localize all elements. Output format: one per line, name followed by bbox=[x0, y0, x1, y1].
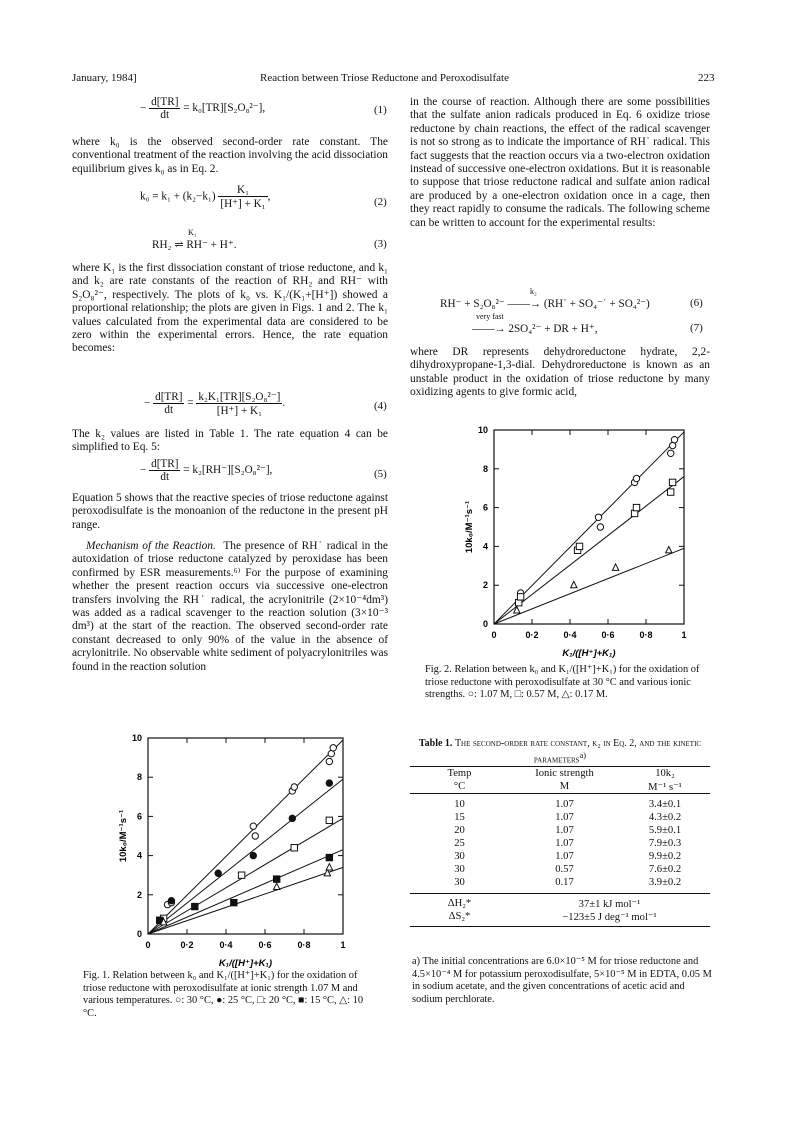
data-point bbox=[668, 450, 674, 456]
x-tick-label: 1 bbox=[681, 630, 687, 640]
table-unit-temp: °C bbox=[453, 781, 466, 792]
data-point bbox=[326, 758, 332, 764]
paragraph-radical-discussion: in the course of reaction. Although there are some possibilities that the sulfate anion radicals produced in Eq. 6 oxidize triose reductone by chain reactions, the effect of the radical scavenger is not so strong as to indicate the importance of RH˙ radical. This fact suggests that the reaction occurs via a two-electron oxidation instead of successive one-electron oxidations. But it is reasonable to suppose that triose reductone radical and sulfate anion radical are produced by a one-electron oxidation once in a cage, then they react rapidly to consume the radicals. The following scheme can be written to account for the experimental results: bbox=[410, 96, 710, 229]
x-tick-label: 0·2 bbox=[180, 940, 194, 950]
equation-number-4: (4) bbox=[374, 400, 387, 412]
table-header-temp: Temp bbox=[447, 768, 472, 779]
table-cell: −123±5 J deg⁻¹ mol⁻¹ bbox=[562, 911, 657, 923]
data-point bbox=[289, 815, 295, 821]
table-cell: 7.9±0.3 bbox=[648, 838, 682, 849]
data-point bbox=[326, 817, 332, 823]
table-cell: 30 bbox=[454, 877, 465, 888]
data-point bbox=[666, 546, 672, 552]
section-heading-mechanism: Mechanism of the Reaction. bbox=[86, 540, 216, 552]
x-tick-label: 0·4 bbox=[563, 630, 577, 640]
table-cell: 7.6±0.2 bbox=[648, 864, 682, 875]
paragraph-reactive-species: Equation 5 shows that the reactive species of triose reductone against peroxodisulfate is the monoanion of the reductone in the present pH range. bbox=[72, 492, 388, 531]
table-cell: 4.3±0.2 bbox=[648, 812, 682, 823]
y-tick-label: 10 bbox=[477, 425, 488, 435]
table-header-ionic: Ionic strength bbox=[535, 768, 594, 779]
data-point bbox=[291, 845, 297, 851]
data-point bbox=[192, 903, 198, 909]
table-cell: 20 bbox=[454, 825, 465, 836]
paragraph-table-ref: The k₂ values are listed in Table 1. The rate equation 4 can be simplified to Eq. 5: bbox=[72, 428, 388, 454]
data-point bbox=[250, 823, 256, 829]
equation-7: ——→ 2SO₄²⁻ + DR + H⁺, bbox=[472, 323, 598, 335]
equation-number-6: (6) bbox=[690, 297, 703, 309]
data-point bbox=[326, 864, 332, 870]
table-header-row bbox=[410, 767, 710, 780]
series-fit-line bbox=[494, 477, 684, 624]
y-axis-label: 10k₀/M⁻¹s⁻¹ bbox=[118, 809, 129, 863]
table-cell: 25 bbox=[454, 838, 465, 849]
table-cell: ΔS₂* bbox=[448, 911, 471, 922]
series-fit-line bbox=[148, 867, 343, 934]
table-row bbox=[410, 863, 710, 876]
y-axis-label: 10k₀/M⁻¹s⁻¹ bbox=[464, 500, 475, 554]
data-point bbox=[633, 475, 639, 481]
page-number: 223 bbox=[698, 72, 715, 84]
table-1-body bbox=[410, 798, 710, 889]
equation-number-5: (5) bbox=[374, 468, 387, 480]
data-point bbox=[595, 514, 601, 520]
y-tick-label: 0 bbox=[482, 619, 488, 629]
paragraph-dehydroreductone: where DR represents dehydroreductone hydrate, 2,2-dihydroxypropane-1,3-dial. Dehydroreductone is known as an unstable product in the oxidation of triose reductone by many oxidizing agents to give formic acid, bbox=[410, 346, 710, 399]
series-fit-line bbox=[148, 740, 343, 934]
equation-7-over: very fast bbox=[476, 312, 504, 321]
table-cell: 0.17 bbox=[555, 877, 574, 888]
table-cell: 30 bbox=[454, 851, 465, 862]
table-cell: 5.9±0.1 bbox=[648, 825, 682, 836]
table-unit-ionic: M bbox=[559, 781, 570, 792]
y-tick-label: 6 bbox=[482, 502, 488, 513]
y-tick-label: 4 bbox=[136, 850, 142, 861]
y-tick-label: 6 bbox=[136, 811, 142, 822]
table-row bbox=[410, 876, 710, 889]
table-param-row bbox=[410, 910, 710, 923]
x-tick-label: 0·8 bbox=[297, 940, 311, 950]
data-point bbox=[330, 745, 336, 751]
equation-number-2: (2) bbox=[374, 196, 387, 208]
data-point bbox=[168, 897, 174, 903]
data-point bbox=[238, 872, 244, 878]
running-date: January, 1984] bbox=[72, 72, 137, 84]
data-point bbox=[250, 852, 256, 858]
table-row bbox=[410, 850, 710, 863]
table-cell: 15 bbox=[454, 812, 465, 823]
data-point bbox=[671, 437, 677, 443]
data-point bbox=[326, 780, 332, 786]
y-tick-label: 4 bbox=[482, 541, 488, 552]
table-cell: 9.9±0.2 bbox=[648, 851, 682, 862]
table-cell: ΔH₂* bbox=[447, 898, 472, 909]
data-point bbox=[252, 833, 258, 839]
table-param-row bbox=[410, 897, 710, 910]
x-tick-label: 0·8 bbox=[639, 630, 653, 640]
table-cell: 0.57 bbox=[555, 864, 574, 875]
x-tick-label: 0·2 bbox=[525, 630, 539, 640]
table-cell: 1.07 bbox=[555, 799, 574, 810]
series-fit-line bbox=[148, 779, 343, 934]
equation-2: k₀ = k₁ + (k₂−k₁) $\frac{\text{K₁}}{\text{[H⁺] + K₁}}$ , bbox=[140, 184, 271, 210]
equation-number-3: (3) bbox=[374, 238, 387, 250]
running-title: Reaction between Triose Reductone and Peroxodisulfate bbox=[260, 72, 509, 84]
table-1 bbox=[410, 766, 710, 927]
table-cell: 1.07 bbox=[555, 851, 574, 862]
x-tick-label: 0·4 bbox=[219, 940, 233, 950]
table-cell: 30 bbox=[454, 864, 465, 875]
x-tick-label: 0 bbox=[491, 630, 497, 640]
table-header-k2: 10k₂ bbox=[655, 768, 675, 779]
data-point bbox=[291, 784, 297, 790]
equation-number-1: (1) bbox=[374, 104, 387, 116]
figure-1-chart bbox=[108, 730, 358, 975]
figure-2-caption: Fig. 2. Relation between k₀ and K₁/([H⁺]+K₁) for the oxidation of triose reductone with peroxodisulfate at 30 °C and various ionic strengths. ○: 1.07 M, □: 0.57 M, △: 0.17 M. bbox=[425, 664, 700, 701]
data-point bbox=[669, 479, 675, 485]
x-tick-label: 1 bbox=[340, 940, 346, 950]
table-cell: 3.4±0.1 bbox=[648, 799, 682, 810]
equation-4: − $\frac{d[TR]}{dt}$ = $\frac{\text{k₂K₁[TR][S₂O₈²⁻]}}{\text{[H⁺] + K₁}}$ . bbox=[144, 391, 286, 417]
x-axis-label: K₁/([H⁺]+K₁) bbox=[562, 648, 616, 659]
table-1-params bbox=[410, 897, 710, 923]
x-axis-label: K₁/([H⁺]+K₁) bbox=[218, 958, 273, 969]
table-cell: 37±1 kJ mol⁻¹ bbox=[578, 898, 641, 910]
equation-5: − $\frac{d[TR]}{dt}$ = k₂[RH⁻][S₂O₈²⁻], bbox=[140, 458, 273, 483]
table-row bbox=[410, 811, 710, 824]
table-1-footnote: a) The initial concentrations are 6.0×10⁻⁵ M for triose reductone and 4.5×10⁻⁴ M for potassium peroxodisulfate, 5×10⁻⁵ M in EDTA, 0.05 M in sodium acetate, and the given concentrations of acetic acid and sodium perchlorate. bbox=[412, 956, 712, 1005]
y-tick-label: 10 bbox=[131, 733, 142, 743]
figure-1-caption: Fig. 1. Relation between k₀ and K₁/([H⁺]+K₁) for the oxidation of triose reductone with peroxodisulfate at ionic strength 1.07 M and various temperatures. ○: 30 °C, ●: 25 °C, □: 20 °C, ■: 15 °C, △: 10 °C. bbox=[83, 970, 364, 1019]
table-1-grid bbox=[410, 767, 710, 793]
equation-6-over: k₂ bbox=[530, 287, 537, 296]
equation-3: RH₂ ⇌ RH⁻ + H⁺. bbox=[152, 239, 237, 251]
series-fit-line bbox=[148, 850, 343, 934]
y-tick-label: 8 bbox=[136, 772, 142, 783]
series-fit-line bbox=[148, 818, 343, 934]
data-point bbox=[517, 594, 523, 600]
data-point bbox=[576, 543, 582, 549]
y-tick-label: 0 bbox=[136, 929, 142, 939]
paragraph-mechanism: Mechanism of the Reaction. The presence of RH˙ radical in the autoxidation of triose reductone catalyzed by peroxidase has been confirmed by ESR measurements.⁶⁾ For the purpose of examining whether the present reaction occurs via successive one-electron transfers involving the RH˙ radical, the acrylonitrile (2×10⁻⁴dm³) was added as a radical scavenger to the reaction solution (3×10⁻³ dm³) at the start of the reaction. The observed second-order rate constant decreased to only 90% of the value in the absence of acrylonitrile. No observable white sediment of polyacrylonitriles was found in the reaction solution bbox=[72, 540, 388, 673]
table-units-row bbox=[410, 780, 710, 793]
x-tick-label: 0 bbox=[145, 940, 151, 950]
table-cell: 1.07 bbox=[555, 838, 574, 849]
x-tick-label: 0·6 bbox=[601, 630, 615, 640]
data-point bbox=[274, 876, 280, 882]
equation-number-7: (7) bbox=[690, 322, 703, 334]
table-1-title: Table 1. The second-order rate constant, k₂ in Eq. 2, and the kinetic parameters$^{a)}$ bbox=[418, 738, 702, 766]
data-point bbox=[668, 489, 674, 495]
table-cell: 1.07 bbox=[555, 812, 574, 823]
data-point bbox=[274, 883, 280, 889]
x-tick-label: 0·6 bbox=[258, 940, 272, 950]
equation-3-over: K₁ bbox=[188, 228, 197, 237]
data-point bbox=[215, 870, 221, 876]
table-row bbox=[410, 824, 710, 837]
y-tick-label: 8 bbox=[482, 463, 488, 474]
paragraph-k0-definition: where k₀ is the observed second-order rate constant. The conventional treatment of the reaction involving the acid dissociation equilibrium gives k₀ as in Eq. 2. bbox=[72, 136, 388, 175]
table-row bbox=[410, 837, 710, 850]
data-point bbox=[326, 854, 332, 860]
data-point bbox=[597, 524, 603, 530]
figure-2-chart bbox=[460, 420, 700, 665]
equation-6: RH⁻ + S₂O₈²⁻ ——→ (RH˙ + SO₄⁻˙ + SO₄²⁻) bbox=[440, 298, 650, 310]
y-tick-label: 2 bbox=[136, 889, 142, 900]
table-cell: 1.07 bbox=[555, 825, 574, 836]
y-tick-label: 2 bbox=[482, 580, 488, 591]
series-fit-line bbox=[494, 548, 684, 624]
table-cell: 10 bbox=[454, 799, 465, 810]
table-unit-k2: M⁻¹ s⁻¹ bbox=[648, 781, 682, 793]
table-cell: 3.9±0.2 bbox=[648, 877, 682, 888]
equation-1: − $\frac{d[TR]}{dt}$ = k₀[TR][S₂O₈²⁻], bbox=[140, 96, 266, 121]
paragraph-rate-constants: where K₁ is the first dissociation constant of triose reductone, and k₁ and k₂ are rate constants of the reaction of RH₂ and RH⁻ with S₂O₈²⁻, respectively. The plots of k₀ vs. K₁/(K₁+[H⁺]) showed a proportional relationship; the plots are given in Figs. 1 and 2. The k₁ values calculated from the experimental data are considered to be zero within the experimental errors. Hence, the rate equation becomes: bbox=[72, 262, 388, 355]
data-point bbox=[612, 564, 618, 570]
data-point bbox=[633, 504, 639, 510]
table-row bbox=[410, 798, 710, 811]
data-point bbox=[571, 581, 577, 587]
